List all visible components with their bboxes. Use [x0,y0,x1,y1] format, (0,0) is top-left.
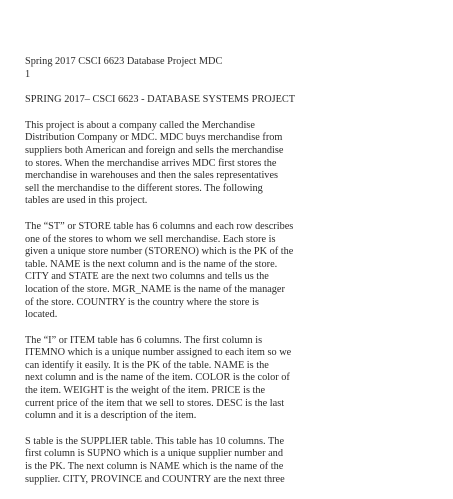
text-line: supplier. CITY, PROVINCE and COUNTRY are the next three [25,473,285,485]
text-line: location of the store. MGR_NAME is the name of the manager [25,283,285,295]
text-line: column and it is a description of the item. [25,410,197,422]
text-line: next column and is the name of the item. COLOR is the color of [25,372,290,384]
paragraph-store-table [25,221,437,322]
text-line: located. [25,309,58,321]
text-line: S table is the SUPPLIER table. This table has 10 columns. The [25,435,285,447]
paragraph-item-table [25,335,437,423]
text-line: This project is about a company called the Merchandise [25,119,255,131]
text-line: given a unique store number (STORENO) which is the PK of the [25,246,294,258]
text-line: one of the stores to whom we sell merchandise. Each store is [25,233,276,245]
text-line: merchandise in warehouses and then the sales representatives [25,170,279,182]
running-header-title: Spring 2017 CSCI 6623 Database Project MDC [25,56,223,67]
text-line: The “I” or ITEM table has 6 columns. The first column is [25,334,263,346]
document-page [25,56,437,499]
text-line: to stores. When the merchandise arrives MDC first stores the [25,157,277,169]
text-line: sell the merchandise to the different stores. The following [25,182,263,194]
text-line: tables are used in this project. [25,195,148,207]
text-line: The “ST” or STORE table has 6 columns and each row describes [25,220,294,232]
text-line: is the PK. The next column is NAME which is the name of the [25,461,284,473]
text-line: Distribution Company or MDC. MDC buys merchandise from [25,132,283,144]
paragraph-intro [25,120,437,208]
text-line: the item. WEIGHT is the weight of the item. PRICE is the [25,385,266,397]
text-line: first column is SUPNO which is a unique supplier number and [25,448,283,460]
text-line: current price of the item that we sell to stores. DESC is the last [25,397,285,409]
text-line: suppliers both American and foreign and sells the merchandise [25,144,284,156]
text-line: of the store. COUNTRY is the country where the store is [25,296,259,308]
paragraph-supplier-table [25,436,437,486]
text-line: table. NAME is the next column and is the name of the store. [25,258,278,270]
text-line: ITEMNO which is a unique number assigned to each item so we [25,347,292,359]
page-number: 1 [25,68,31,80]
project-title: SPRING 2017– CSCI 6623 - DATABASE SYSTEMS PROJECT [25,94,296,106]
text-line: CITY and STATE are the next two columns and tells us the [25,271,269,283]
text-line: can identify it easily. It is the PK of the table. NAME is the [25,359,269,371]
